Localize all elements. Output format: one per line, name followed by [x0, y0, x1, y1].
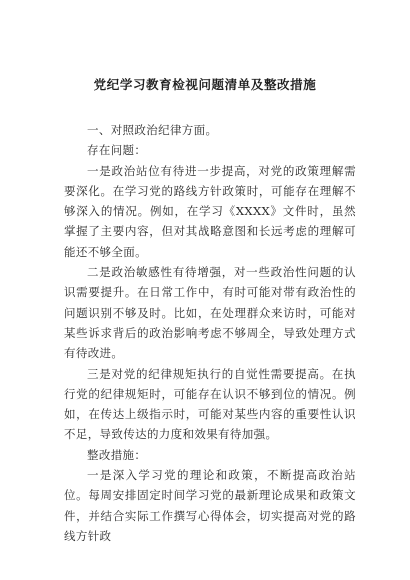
document-title: 党纪学习教育检视问题清单及整改措施	[93, 77, 317, 92]
subheading-existing-problems: 存在问题：	[87, 143, 147, 158]
problem-paragraph-3: 三是对党的纪律规矩执行的自觉性需要提高。在执行党的纪律规矩时，可能存在认识不够到位的情况。例如，在传达上级指示时，可能对某些内容的重要性认识不足，导致传达的力度和效果有待加强。	[64, 366, 356, 442]
problem-paragraph-1: 一是政治站位有待进一步提高，对党的政策理解需要深化。在学习党的路线方针政策时，可能存在理解不够深入的情况。例如，在学习《XXXX》文件时，虽然掌握了主要内容，但对其战略意图和长远考虑的理解可能还不够全面。	[64, 163, 356, 259]
measure-paragraph-1: 一是深入学习党的理论和政策，不断提高政治站位。每周安排固定时间学习党的最新理论成果和政策文件，并结合实际工作撰写心得体会，切实提高对党的路线方针政	[64, 468, 356, 543]
section-heading-political-discipline: 一、对照政治纪律方面。	[87, 123, 218, 137]
subheading-rectification-measures: 整改措施：	[87, 447, 147, 462]
problem-paragraph-2: 二是政治敏感性有待增强，对一些政治性问题的认识需要提升。在日常工作中，有时可能对带有政治性的问题识别不够及时。比如，在处理群众来访时，可能对某些诉求背后的政治影响考虑不够周全，导致处理方式有待改进。	[64, 265, 356, 361]
document-body	[64, 120, 356, 546]
